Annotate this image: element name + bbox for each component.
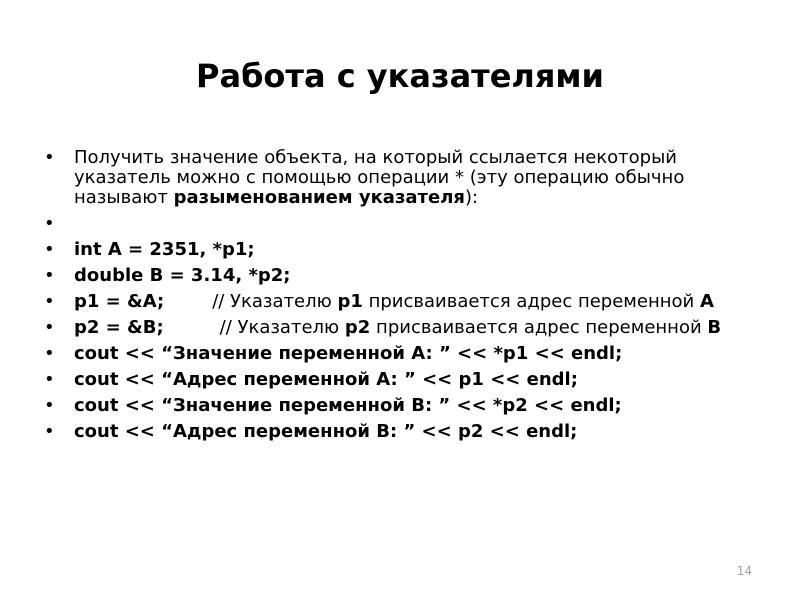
slide-number: 14 (736, 564, 752, 578)
slide-title: Работа с указателями (196, 57, 604, 95)
bullet-icon: • (44, 265, 55, 286)
code-line: cout << “Значение переменной B: ” << *p2 << endl; (74, 395, 622, 416)
bullet-item-p2-assign (44, 318, 734, 338)
bullet-icon: • (44, 343, 55, 364)
bullet-item-cout-value-a (44, 344, 734, 364)
code-line: int A = 2351, *p1; (74, 239, 255, 260)
bullet-icon: • (44, 147, 55, 168)
comment-var: p2 (344, 317, 371, 338)
intro-tail: ): (464, 187, 479, 208)
comment-target: B (707, 317, 722, 338)
bullet-list (44, 148, 734, 448)
comment-var: p1 (337, 291, 363, 312)
bullet-item-p1-assign (44, 292, 734, 312)
bullet-item-empty (44, 214, 734, 234)
bullet-icon: • (44, 291, 55, 312)
intro-term: разыменованием указателя (173, 187, 465, 208)
bullet-icon: • (44, 369, 55, 390)
code-line: cout << “Адрес переменной B: ” << p2 << endl; (74, 421, 578, 442)
intro-text: Получить значение объекта, на который ссылается некоторый указатель можно с помощью операции * (эту операцию обычно называют (74, 147, 685, 208)
code-fragment: p2 = &B; (74, 317, 164, 338)
bullet-icon: • (44, 239, 55, 260)
bullet-item-int-decl (44, 240, 734, 260)
comment-text: присваивается адрес переменной (370, 317, 708, 338)
bullet-item-double-decl (44, 266, 734, 286)
comment-text: присваивается адрес переменной (362, 291, 700, 312)
bullet-item-intro (44, 148, 734, 208)
bullet-icon: • (44, 213, 55, 234)
code-line: cout << “Адрес переменной A: ” << p1 << endl; (74, 369, 578, 390)
comment-target: A (699, 291, 714, 312)
code-fragment: p1 = &A; (74, 291, 165, 312)
code-line: cout << “Значение переменной A: ” << *p1 << endl; (74, 343, 623, 364)
bullet-item-cout-address-b (44, 422, 734, 442)
comment-text: // Указателю (212, 291, 338, 312)
bullet-item-cout-address-a (44, 370, 734, 390)
bullet-icon: • (44, 317, 55, 338)
bullet-icon: • (44, 395, 55, 416)
comment-text: // Указателю (219, 317, 345, 338)
code-line: double B = 3.14, *p2; (74, 265, 291, 286)
bullet-item-cout-value-b (44, 396, 734, 416)
bullet-icon: • (44, 421, 55, 442)
